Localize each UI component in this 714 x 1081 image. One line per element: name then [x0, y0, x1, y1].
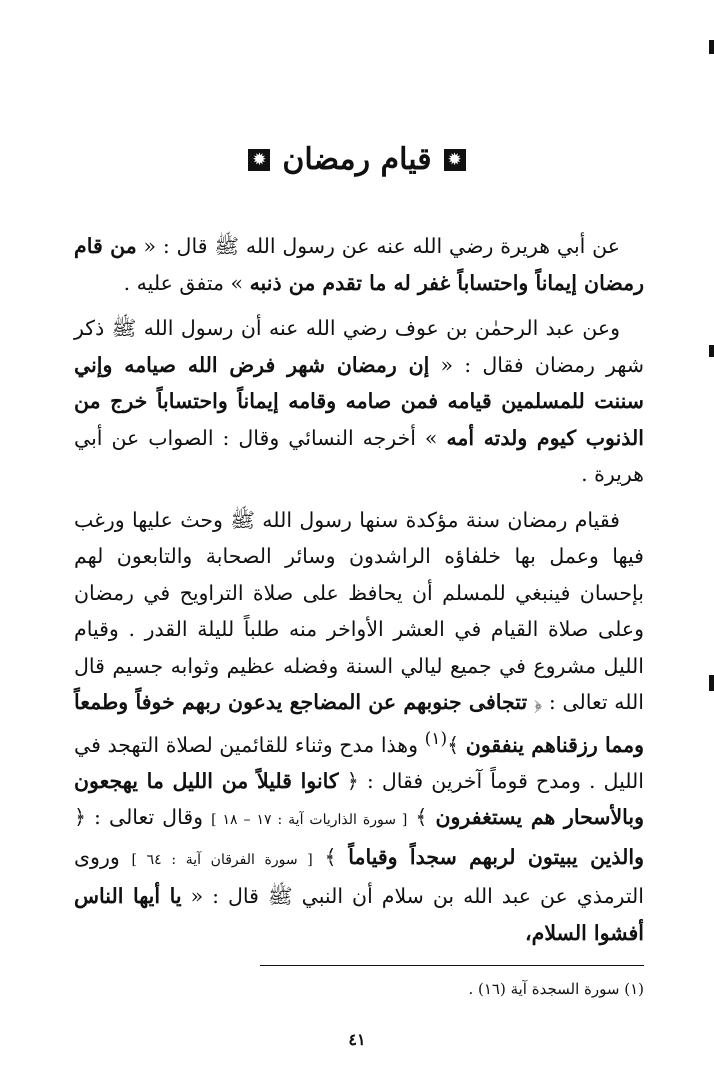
footnote: (١) سورة السجدة آية (١٦) .: [468, 980, 644, 998]
page-edge-mark: [709, 345, 714, 357]
quran-verse: كانوا قليلاً من الليل ما يهجعون وبالأسحار هم يستغفرون: [74, 768, 645, 830]
ornament-icon: ✹: [248, 149, 270, 171]
footnote-divider: [260, 965, 644, 966]
text-run: وروى الترمذي عن عبد الله بن سلام أن النبي ﷺ قال : «: [74, 844, 644, 909]
paragraph-1: [74, 228, 644, 301]
text-run: » أخرجه النسائي وقال : الصواب عن أبي هريرة .: [74, 425, 644, 486]
text-run: » متفق عليه .: [123, 270, 250, 295]
text-run: ﴾: [447, 732, 466, 757]
text-run: وهذا مدح وثناء للقائمين لصلاة التهجد في الليل . ومدح قوماً آخرين فقال : ﴿: [74, 732, 644, 793]
text-run: ﴾: [407, 805, 436, 830]
hadith-quote: إن رمضان شهر فرض الله صيامه وإني سننت للمسلمين قيامه فمن صامه وقامه إيماناً واحتساباً خرج من الذنوب كيوم ولدته أمه: [74, 352, 644, 450]
page-edge-mark: [709, 675, 714, 691]
page-title: [248, 140, 465, 180]
quran-verse: تتجافى جنوبهم عن المضاجع يدعون ربهم خوفاً وطمعاً ومما رزقناهم ينفقون: [74, 690, 645, 757]
body-text: [74, 228, 644, 960]
verse-reference: [ سورة الفرقان آية : ٦٤ ]: [131, 851, 313, 868]
quran-verse: والذين يبيتون لربهم سجداً وقياماً: [348, 844, 645, 869]
paragraph-3: [74, 502, 644, 952]
hadith-quote: يا أيها الناس أفشوا السلام،: [74, 884, 644, 945]
ornament-icon: ✹: [444, 149, 466, 171]
page-title-text: قيام رمضان: [282, 142, 432, 177]
text-run: وقال تعالى : ﴿: [74, 805, 212, 830]
title-block: [0, 140, 714, 180]
text-run: فقيام رمضان سنة مؤكدة سنها رسول الله ﷺ وحث عليها ورغب فيها وعمل بها خلفاؤه الراشدون وسائر الصحابة والتابعون لهم بإحسان فينبغي للمسلم أن يحافظ على صلاة التراويح في رمضان وعلى صلاة القيام في العشر الأواخر منه طلباً لليلة القدر . وقيام الليل مشروع في جميع ليالي السنة وفضله عظيم وثوابه جسيم قال الله تعالى : ﴿: [74, 507, 644, 714]
paragraph-2: [74, 310, 644, 493]
text-run: عن أبي هريرة رضي الله عنه عن رسول الله ﷺ قال : «: [136, 234, 620, 258]
text-run: وعن عبد الرحمٰن بن عوف رضي الله عنه أن رسول الله ﷺ ذكر شهر رمضان فقال : «: [74, 316, 644, 377]
page-number: ٤١: [348, 1030, 366, 1049]
footnote-ref: (١): [424, 728, 448, 749]
verse-reference: [ سورة الذاريات آية : ١٧ – ١٨ ]: [211, 812, 408, 829]
text-run: ﴾: [312, 844, 349, 869]
hadith-quote: من قام رمضان إيماناً واحتساباً غفر له ما تقدم من ذنبه: [74, 234, 644, 295]
page-edge-mark: [709, 40, 714, 54]
